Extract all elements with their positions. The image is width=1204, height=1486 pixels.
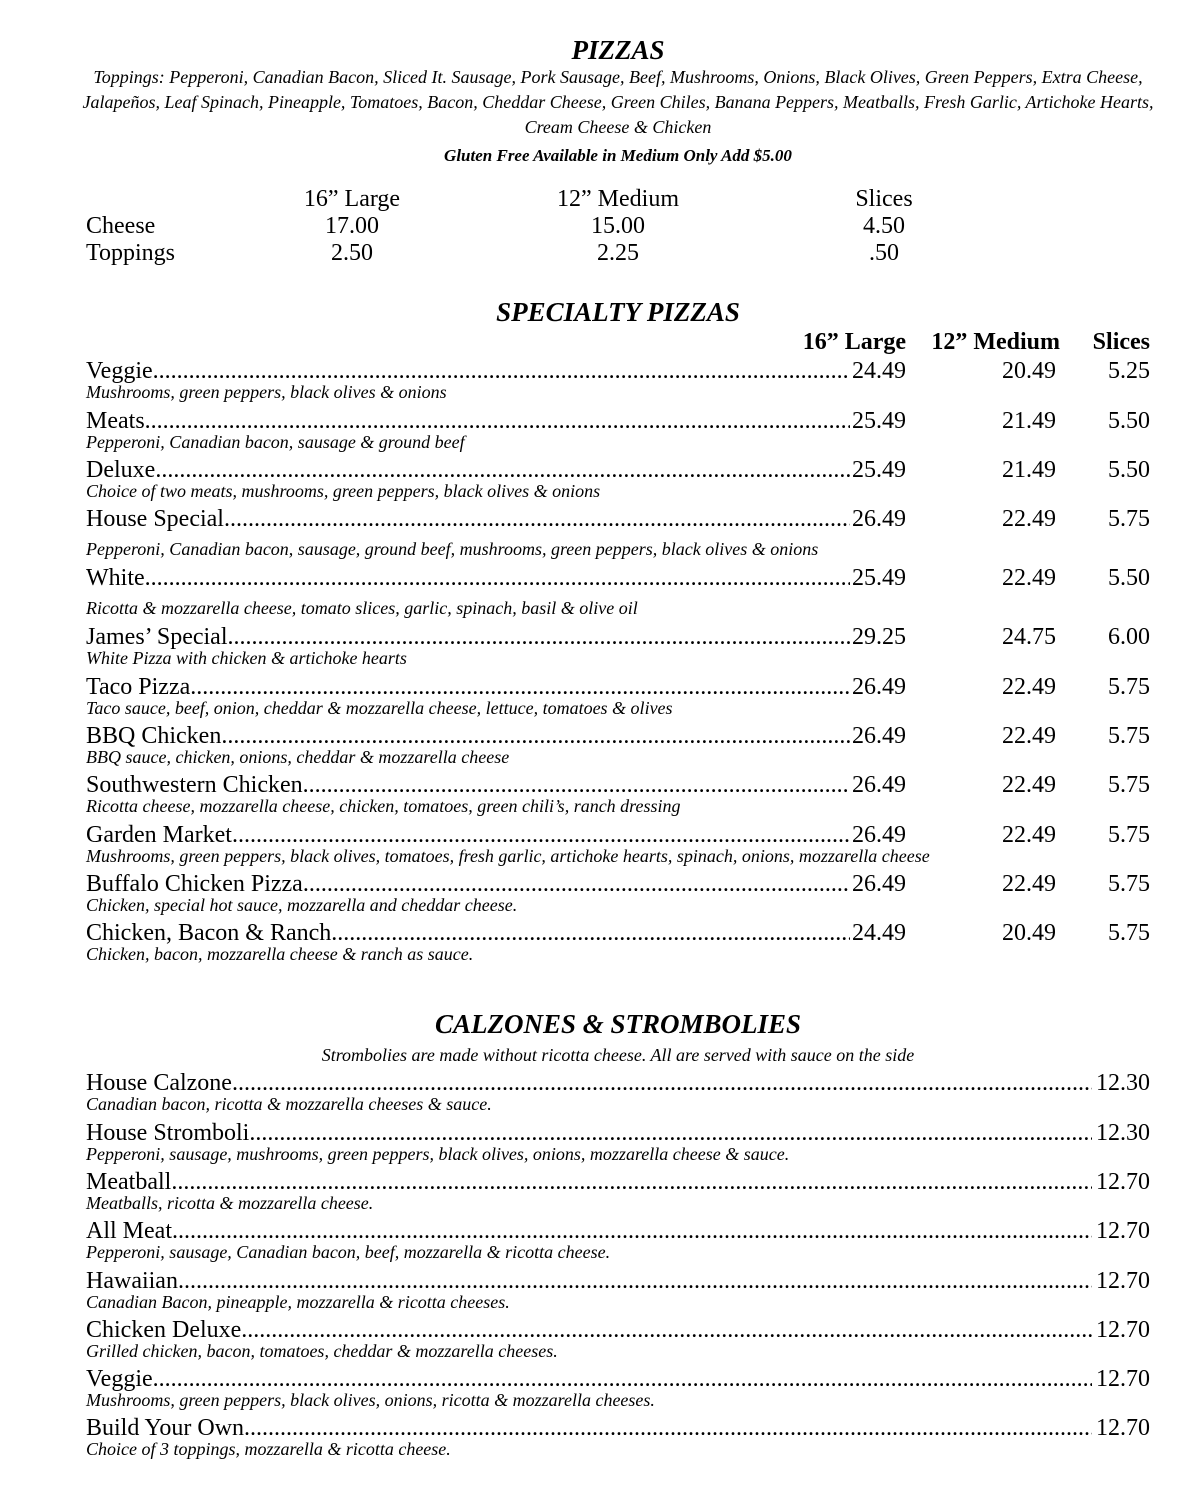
dot-leader [241,1317,1092,1344]
price-medium: 21.49 [1002,457,1056,483]
specialty-item-desc: Pepperoni, Canadian bacon, sausage, ground beef, mushrooms, green peppers, black olives & onions [86,539,819,559]
calzone-price: 12.30 [1096,1070,1150,1096]
calzone-item-name: Veggie [86,1366,153,1392]
dot-leader [171,1169,1092,1196]
dot-leader [172,1218,1092,1245]
calzone-item-name: House Stromboli [86,1120,250,1146]
calzone-price: 12.70 [1096,1218,1150,1244]
price-medium: 22.49 [1002,674,1056,700]
dot-leader [303,871,850,898]
price-slice: 5.50 [1108,565,1150,591]
price-large: 29.25 [852,624,906,650]
calzone-item-desc: Canadian Bacon, pineapple, mozzarella & ricotta cheeses. [86,1292,510,1312]
calzone-price: 12.70 [1096,1268,1150,1294]
specialty-item-name: Taco Pizza [86,674,191,700]
dot-leader [244,1415,1092,1442]
price-slice: 5.75 [1108,772,1150,798]
specialty-item-desc: Chicken, bacon, mozzarella cheese & ranch as sauce. [86,944,474,964]
specialty-item-name: Deluxe [86,457,156,483]
price-slice: 5.50 [1108,457,1150,483]
price-slice: 5.75 [1108,822,1150,848]
price-large: 26.49 [852,822,906,848]
calzone-item-name: Build Your Own [86,1415,245,1441]
specialty-item-name: James’ Special [86,624,228,650]
pizzas-title: PIZZAS [571,35,665,65]
dot-leader [232,1070,1092,1097]
specialty-item-name: White [86,565,145,591]
specialty-col-slices: Slices [1092,329,1150,355]
price-medium: 22.49 [1002,822,1056,848]
price-large: 26.49 [852,506,906,532]
price-large: 26.49 [852,674,906,700]
dot-leader [232,822,850,849]
calzone-item-desc: Pepperoni, sausage, Canadian bacon, beef, mozzarella & ricotta cheese. [86,1242,611,1262]
dot-leader [155,457,850,484]
calzone-item-name: Hawaiian [86,1268,178,1294]
price-large: 25.49 [852,408,906,434]
price-slice: 5.75 [1108,674,1150,700]
cheese-medium-price: 15.00 [591,213,645,239]
calzones-title: CALZONES & STROMBOLIES [434,1009,802,1039]
specialty-col-large: 16” Large [802,329,906,355]
price-slice: 5.25 [1108,358,1150,384]
col-header-medium: 12” Medium [557,186,679,212]
specialty-item-name: Meats [86,408,145,434]
price-medium: 24.75 [1002,624,1056,650]
dot-leader [153,1366,1092,1393]
dot-leader [153,358,850,385]
specialty-item-name: Southwestern Chicken [86,772,303,798]
specialty-item-name: House Special [86,506,224,532]
calzones-note: Strombolies are made without ricotta cheese. All are served with sauce on the side [321,1045,915,1065]
dot-leader [145,408,850,435]
dot-leader [228,624,850,651]
specialty-col-medium: 12” Medium [931,329,1060,355]
specialty-item-desc: Chicken, special hot sauce, mozzarella and cheddar cheese. [86,895,518,915]
specialty-item-name: BBQ Chicken [86,723,222,749]
dot-leader [249,1120,1092,1147]
toppings-large-price: 2.50 [331,240,373,266]
price-medium: 22.49 [1002,723,1056,749]
price-slice: 5.75 [1108,723,1150,749]
price-medium: 21.49 [1002,408,1056,434]
price-slice: 5.75 [1108,871,1150,897]
specialty-item-desc: White Pizza with chicken & artichoke hearts [86,648,407,668]
specialty-title: SPECIALTY PIZZAS [496,297,740,327]
toppings-medium-price: 2.25 [597,240,639,266]
dot-leader [303,772,850,799]
dot-leader [190,674,850,701]
dot-leader [331,920,850,947]
cheese-label: Cheese [86,213,156,239]
col-header-slices: Slices [855,186,913,212]
dot-leader [224,506,850,533]
calzone-item-name: Chicken Deluxe [86,1317,242,1343]
calzone-price: 12.70 [1096,1317,1150,1343]
specialty-item-desc: Ricotta & mozzarella cheese, tomato slices, garlic, spinach, basil & olive oil [86,598,638,618]
calzone-price: 12.70 [1096,1169,1150,1195]
specialty-item-desc: Choice of two meats, mushrooms, green peppers, black olives & onions [86,481,601,501]
price-medium: 22.49 [1002,772,1056,798]
toppings-slice-price: .50 [869,240,899,266]
price-medium: 20.49 [1002,358,1056,384]
calzone-item-desc: Mushrooms, green peppers, black olives, onions, ricotta & mozzarella cheeses. [86,1390,655,1410]
price-large: 26.49 [852,772,906,798]
specialty-row [86,565,1150,593]
toppings-label: Toppings [86,240,175,266]
calzone-item-desc: Meatballs, ricotta & mozzarella cheese. [86,1193,374,1213]
price-slice: 5.50 [1108,408,1150,434]
price-medium: 22.49 [1002,506,1056,532]
dot-leader [221,723,850,750]
price-large: 25.49 [852,565,906,591]
specialty-item-desc: Mushrooms, green peppers, black olives, tomatoes, fresh garlic, artichoke hearts, spinach, onions, mozzarella cheese [86,846,930,866]
calzone-price: 12.70 [1096,1366,1150,1392]
calzone-item-name: All Meat [86,1218,172,1244]
calzone-item-name: Meatball [86,1169,172,1195]
col-header-large: 16” Large [303,186,401,212]
dot-leader [178,1268,1092,1295]
price-large: 25.49 [852,457,906,483]
specialty-item-desc: Mushrooms, green peppers, black olives & onions [86,382,447,402]
calzone-price: 12.70 [1096,1415,1150,1441]
dot-leader [145,565,850,592]
price-medium: 22.49 [1002,565,1056,591]
price-slice: 6.00 [1108,624,1150,650]
price-slice: 5.75 [1108,506,1150,532]
specialty-item-desc: BBQ sauce, chicken, onions, cheddar & mozzarella cheese [86,747,510,767]
calzone-item-name: House Calzone [86,1070,232,1096]
calzone-item-desc: Canadian bacon, ricotta & mozzarella cheeses & sauce. [86,1094,492,1114]
price-large: 24.49 [852,920,906,946]
specialty-item-desc: Pepperoni, Canadian bacon, sausage & ground beef [86,432,465,452]
price-large: 24.49 [852,358,906,384]
gluten-free-note: Gluten Free Available in Medium Only Add $5.00 [444,146,792,165]
cheese-slice-price: 4.50 [863,213,905,239]
specialty-item-desc: Ricotta cheese, mozzarella cheese, chicken, tomatoes, green chili’s, ranch dressing [86,796,681,816]
calzone-price: 12.30 [1096,1120,1150,1146]
price-slice: 5.75 [1108,920,1150,946]
toppings-list: Toppings: Pepperoni, Canadian Bacon, Sliced It. Sausage, Pork Sausage, Beef, Mushrooms, Onions, Black Olives, Green Peppers, Extra Cheese, Jalapeños, Leaf Spinach, Pineapple, Tomatoes, Bacon, Cheddar Cheese, Green Chiles, Banana Peppers, Meatballs, Fresh Garlic, Artichoke Hearts, Cream Cheese & Chicken [82,67,1154,137]
specialty-item-name: Veggie [86,358,153,384]
price-large: 26.49 [852,871,906,897]
calzone-item-desc: Choice of 3 toppings, mozzarella & ricotta cheese. [86,1439,451,1459]
calzone-item-desc: Grilled chicken, bacon, tomatoes, cheddar & mozzarella cheeses. [86,1341,558,1361]
specialty-item-name: Buffalo Chicken Pizza [86,871,303,897]
specialty-item-name: Chicken, Bacon & Ranch [86,920,332,946]
price-large: 26.49 [852,723,906,749]
specialty-item-name: Garden Market [86,822,232,848]
specialty-row [86,506,1150,534]
price-medium: 20.49 [1002,920,1056,946]
specialty-item-desc: Taco sauce, beef, onion, cheddar & mozzarella cheese, lettuce, tomatoes & olives [86,698,673,718]
price-medium: 22.49 [1002,871,1056,897]
calzone-item-desc: Pepperoni, sausage, mushrooms, green peppers, black olives, onions, mozzarella cheese & sauce. [86,1144,790,1164]
cheese-large-price: 17.00 [325,213,379,239]
